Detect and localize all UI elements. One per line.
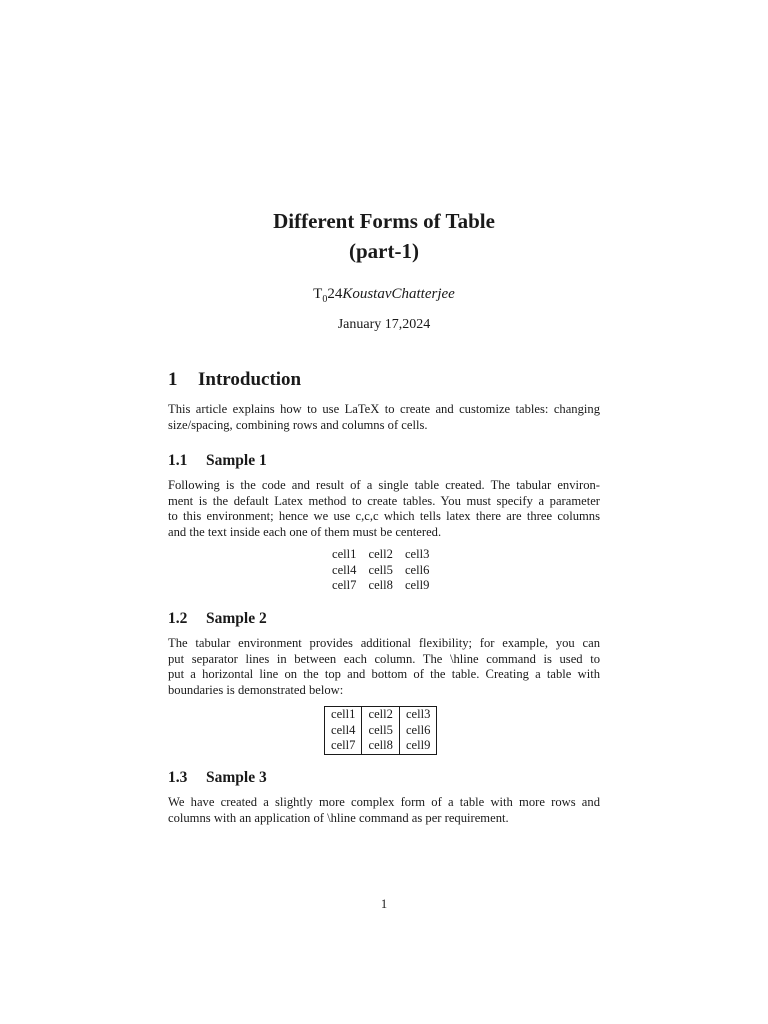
paragraph-line: Following is the code and result of a single table created. The tabular environ- bbox=[168, 478, 600, 492]
paragraph-line: to this environment; hence we use c,c,c which tells latex there are three columns bbox=[168, 509, 600, 524]
table-cell: cell4 bbox=[332, 562, 357, 577]
table-cell: cell9 bbox=[404, 578, 430, 592]
page-number: 1 bbox=[380, 897, 388, 911]
author bbox=[0, 286, 768, 305]
table-cell: cell6 bbox=[399, 723, 436, 739]
author-number: 24 bbox=[327, 286, 343, 302]
paragraph-line: boundaries is demonstrated below: bbox=[168, 682, 344, 697]
table-row bbox=[326, 578, 435, 594]
table-cell: cell8 bbox=[362, 738, 399, 754]
subsection-number: 1.2 bbox=[168, 610, 188, 627]
subsection-title: Sample 3 bbox=[206, 769, 267, 786]
paragraph-line: columns with an application of \hline command as per requirement. bbox=[168, 810, 509, 825]
paragraph-line: put a horizontal line on the top and bottom of the table. Creating a table with bbox=[168, 667, 600, 682]
table-cell: cell7 bbox=[325, 738, 362, 754]
sample-1-paragraph bbox=[168, 478, 600, 540]
paragraph-line: This article explains how to use LaTeX to create and customize tables: changing bbox=[168, 402, 600, 416]
table-cell: cell2 bbox=[362, 707, 399, 723]
author-subscript: 0 bbox=[322, 294, 328, 305]
document-title bbox=[0, 206, 768, 266]
paragraph-line: put separator lines in between each column. The \hline command is used to bbox=[168, 651, 600, 666]
table-cell: cell5 bbox=[368, 562, 393, 577]
table-cell: cell1 bbox=[325, 707, 362, 723]
section-title: Introduction bbox=[198, 369, 302, 390]
section-number: 1 bbox=[168, 369, 178, 390]
table-row bbox=[325, 707, 437, 723]
sample-1-table bbox=[326, 547, 435, 594]
table-cell: cell3 bbox=[399, 707, 436, 723]
subsection-heading-sample-3 bbox=[168, 769, 267, 787]
author-name: KoustavChatterjee bbox=[342, 286, 455, 302]
subsection-title: Sample 2 bbox=[206, 610, 267, 627]
table-cell: cell4 bbox=[325, 723, 362, 739]
author-prefix-letter: T bbox=[313, 286, 323, 302]
author-prefix bbox=[313, 286, 343, 305]
subsection-title: Sample 1 bbox=[206, 452, 267, 469]
table-cell: cell2 bbox=[368, 547, 393, 561]
title-line-1: Different Forms of Table bbox=[273, 209, 495, 233]
subsection-heading-sample-2 bbox=[168, 610, 267, 628]
subsection-heading-sample-1 bbox=[168, 452, 267, 470]
sample-3-paragraph bbox=[168, 795, 600, 826]
title-line-2: (part-1) bbox=[349, 239, 419, 263]
paragraph-line: size/spacing, combining rows and columns of cells. bbox=[168, 417, 428, 432]
table-cell: cell7 bbox=[332, 578, 357, 592]
table-row bbox=[326, 547, 435, 563]
table-cell: cell6 bbox=[404, 562, 430, 577]
paragraph-line: and the text inside each one of them must be centered. bbox=[168, 524, 442, 539]
document-date: January 17,2024 bbox=[337, 317, 431, 332]
sample-2-table bbox=[324, 706, 437, 755]
subsection-number: 1.1 bbox=[168, 452, 188, 469]
introduction-paragraph bbox=[168, 402, 600, 433]
table-row bbox=[326, 563, 435, 579]
section-heading-introduction bbox=[168, 369, 301, 391]
table-cell: cell3 bbox=[404, 547, 430, 561]
paragraph-line: ment is the default Latex method to create tables. You must specify a parameter bbox=[168, 493, 600, 508]
table-row bbox=[325, 723, 437, 739]
table-cell: cell1 bbox=[332, 547, 357, 561]
table-cell: cell9 bbox=[399, 738, 436, 754]
paragraph-line: The tabular environment provides additional flexibility; for example, you can bbox=[168, 636, 600, 650]
subsection-number: 1.3 bbox=[168, 769, 188, 786]
table-row bbox=[325, 738, 437, 754]
sample-2-paragraph bbox=[168, 636, 600, 698]
table-cell: cell5 bbox=[362, 723, 399, 739]
table-cell: cell8 bbox=[368, 578, 393, 592]
paragraph-line: We have created a slightly more complex form of a table with more rows and bbox=[168, 795, 600, 809]
